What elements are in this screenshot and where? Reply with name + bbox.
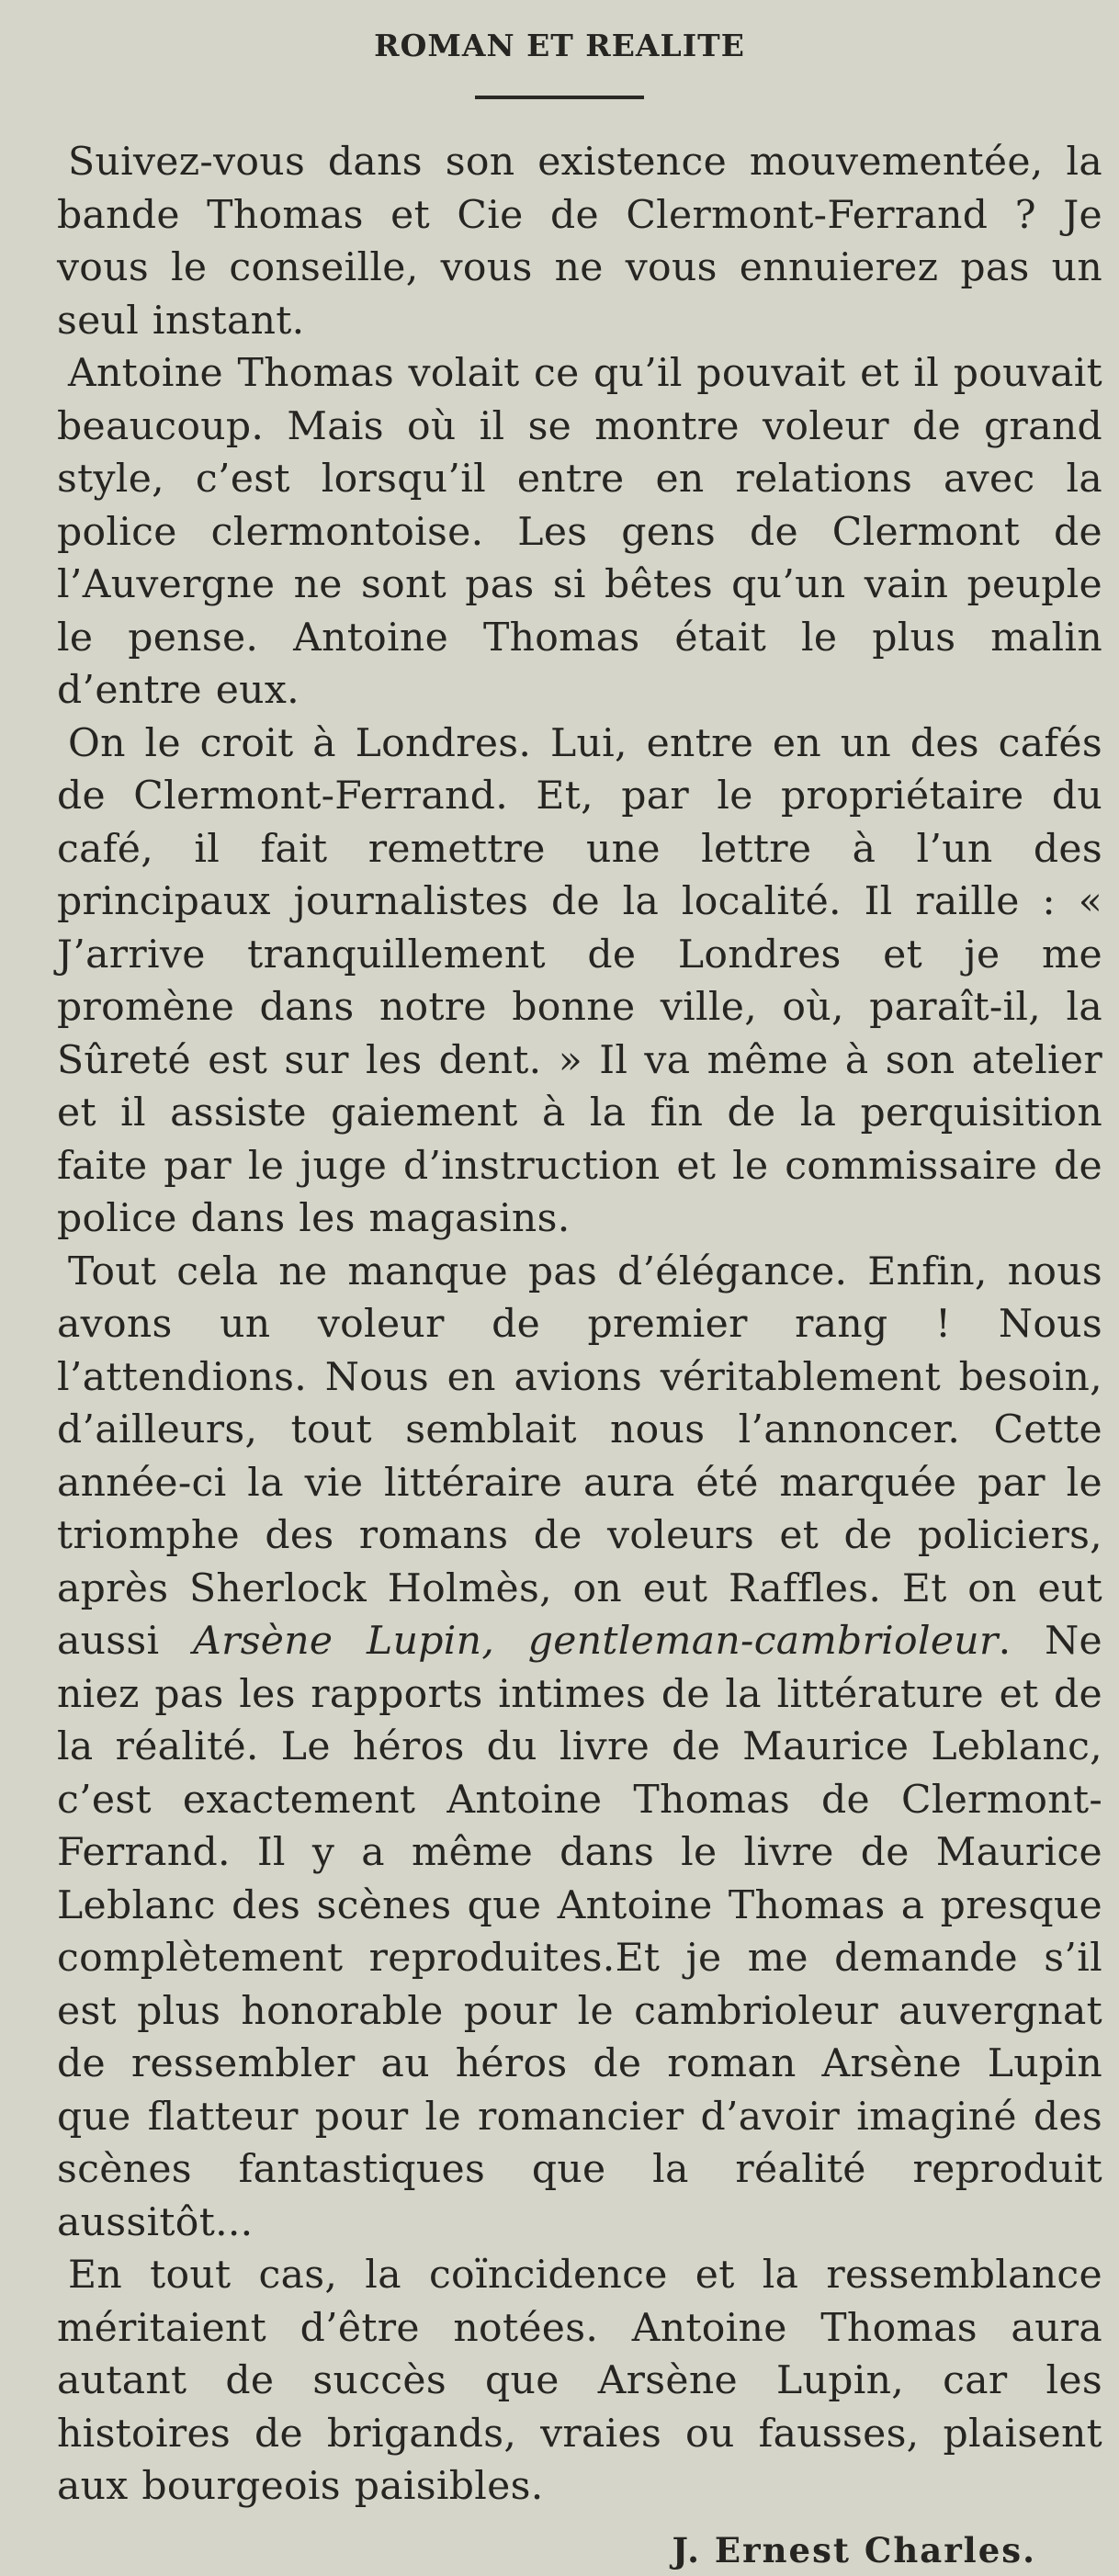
paragraph-3: On le croit à Londres. Lui, entre en un des cafés de Clermont-Ferrand. Et, par le propriétaire du café, il fait remettre une lettre à l’un des principaux journalistes de la localité. Il raille : « J’arrive tranquillement de Londres et je me promène dans notre bonne ville, où, paraît-il, la Sûreté est sur les dent. » Il va même à son atelier et il assiste gaiement à la fin de la perquisition faite par le juge d’instruction et le commissaire de police dans les magasins. bbox=[57, 720, 1102, 1241]
paragraph-4 bbox=[57, 1246, 1102, 2250]
paragraph-1: Suivez-vous dans son existence mouvementée, la bande Thomas et Cie de Clermont-Ferrand ? Je vous le conseille, vous ne vous ennuierez pas un seul instant. bbox=[57, 140, 1102, 344]
article-title: ROMAN ET REALITE bbox=[374, 28, 745, 63]
author-signature: J. Ernest Charles. bbox=[672, 2529, 1036, 2570]
paragraph-4-before: Tout cela ne manque pas d’élégance. Enfin, nous avons un voleur de premier rang ! Nous l’attendions. Nous en avions véritablement besoin, d’ailleurs, tout semblait nous l’annoncer. Cette année-ci la vie littéraire aura été marquée par le triomphe des romans de voleurs et de policiers, après Sherlock Holmès, on eut Raffles. Et on eut aussi bbox=[57, 1248, 1102, 1664]
paragraph-5: En tout cas, la coïncidence et la ressemblance méritaient d’être notées. Antoine Thomas aura autant de succès que Arsène Lupin, car les histoires de brigands, vraies ou fausses, plaisent aux bourgeois paisibles. bbox=[57, 2253, 1102, 2509]
article-body bbox=[57, 136, 1102, 2514]
book-title-italic: Arsène Lupin, gentleman-cambrioleur bbox=[193, 1619, 999, 1664]
title-rule bbox=[475, 96, 644, 99]
paragraph-2: Antoine Thomas volait ce qu’il pouvait et il pouvait beaucoup. Mais où il se montre voleur de grand style, c’est lorsqu’il entre en relations avec la police clermontoise. Les gens de Clermont de l’Auvergne ne sont pas si bêtes qu’un vain peuple le pense. Antoine Thomas était le plus malin d’entre eux. bbox=[57, 351, 1102, 713]
paragraph-4-after: . Ne niez pas les rapports intimes de la littérature et de la réalité. Le héros du livre de Maurice Leblanc, c’est exactement Antoine Thomas de Clermont-Ferrand. Il y a même dans le livre de Maurice Leblanc des scènes que Antoine Thomas a presque complètement reproduites.Et je me demande s’il est plus honorable pour le cambrioleur auvergnat de ressembler au héros de roman Arsène Lupin que flatteur pour le romancier d’avoir imaginé des scènes fantastiques que la réalité reproduit aussitôt... bbox=[57, 1619, 1103, 2245]
